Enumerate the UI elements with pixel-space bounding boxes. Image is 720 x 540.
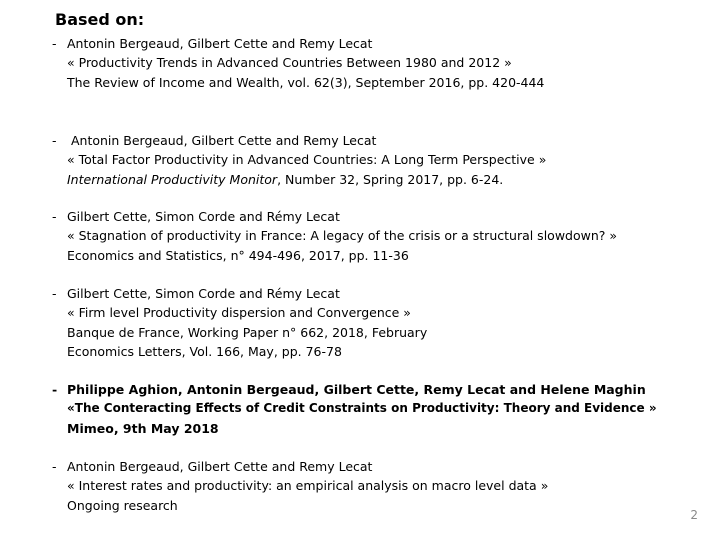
reference-title: « Stagnation of productivity in France: A legacy of the crisis or a structural slowdown? » bbox=[67, 228, 618, 244]
reference-source: Economics and Statistics, n° 494-496, 2017, pp. 11-36 bbox=[67, 247, 409, 263]
reference-source bbox=[52, 170, 712, 189]
reference-title: «The Conteracting Effects of Credit Constraints on Productivity: Theory and Evidence » bbox=[67, 401, 657, 416]
reference-source: Mimeo, 9th May 2018 bbox=[67, 420, 219, 436]
reference-6 bbox=[52, 457, 712, 515]
reference-title: « Total Factor Productivity in Advanced Countries: A Long Term Perspective » bbox=[67, 152, 547, 168]
reference-4 bbox=[52, 284, 712, 361]
bullet-dash: - bbox=[52, 382, 58, 397]
bullet-dash: - bbox=[52, 133, 57, 148]
reference-authors: Antonin Bergeaud, Gilbert Cette and Remy Lecat bbox=[67, 459, 373, 474]
journal-name: International Productivity Monitor bbox=[67, 171, 278, 187]
reference-authors: Gilbert Cette, Simon Corde and Rémy Lecat bbox=[67, 286, 340, 301]
reference-1 bbox=[52, 34, 712, 92]
bullet-dash: - bbox=[52, 36, 57, 51]
bullet-dash: - bbox=[52, 459, 57, 474]
reference-authors: Antonin Bergeaud, Gilbert Cette and Remy Lecat bbox=[67, 133, 377, 148]
reference-authors: Gilbert Cette, Simon Corde and Rémy Lecat bbox=[67, 209, 340, 224]
slide-title: Based on: bbox=[55, 10, 145, 29]
reference-source: Banque de France, Working Paper n° 662, 2018, February bbox=[67, 324, 428, 340]
journal-details: , Number 32, Spring 2017, pp. 6-24. bbox=[277, 171, 504, 187]
reference-source: The Review of Income and Wealth, vol. 62(3), September 2016, pp. 420-444 bbox=[67, 74, 545, 90]
bullet-dash: - bbox=[52, 286, 57, 301]
page-number: 2 bbox=[690, 508, 698, 522]
reference-5 bbox=[52, 380, 712, 438]
reference-2 bbox=[52, 131, 712, 189]
reference-authors: Philippe Aghion, Antonin Bergeaud, Gilbert Cette, Remy Lecat and Helene Maghin bbox=[67, 382, 646, 397]
reference-title: « Productivity Trends in Advanced Countries Between 1980 and 2012 » bbox=[67, 55, 512, 71]
reference-authors: Antonin Bergeaud, Gilbert Cette and Remy Lecat bbox=[67, 36, 373, 51]
reference-source: Ongoing research bbox=[67, 497, 178, 513]
reference-3 bbox=[52, 207, 712, 265]
reference-title: « Firm level Productivity dispersion and Convergence » bbox=[67, 305, 411, 321]
reference-source-2: Economics Letters, Vol. 166, May, pp. 76-78 bbox=[67, 343, 342, 359]
reference-title: « Interest rates and productivity: an empirical analysis on macro level data » bbox=[67, 478, 549, 494]
bullet-dash: - bbox=[52, 209, 57, 224]
